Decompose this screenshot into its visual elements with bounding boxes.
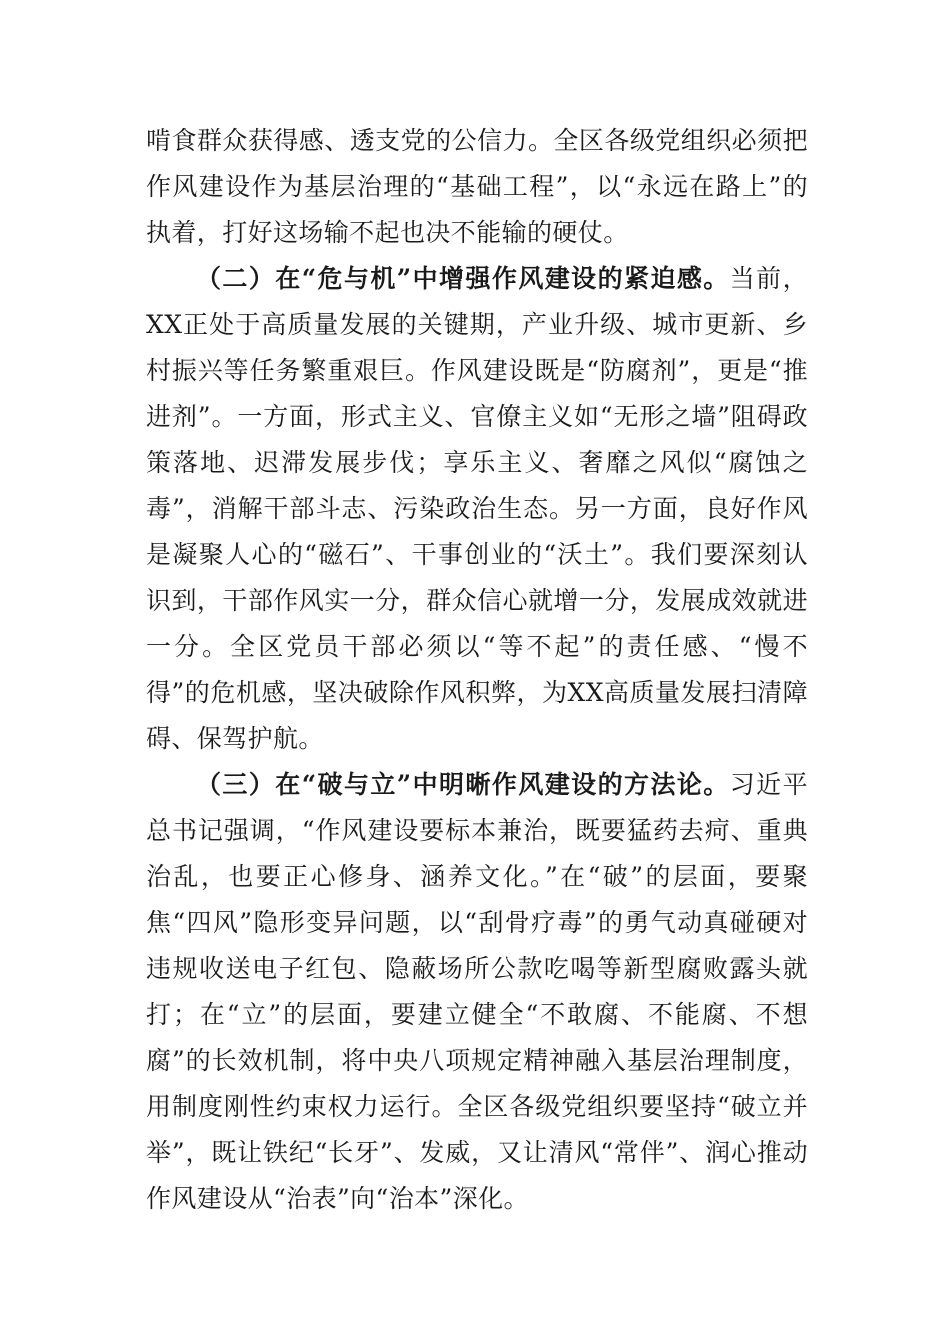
paragraph-body: 习近平总书记强调，“作风建设要标本兼治，既要猛药去疴、重典治乱，也要正心修身、涵养文化。”在“破”的层面，要聚焦“四风”隐形变异问题，以“刮骨疗毒”的勇气动真碰硬对违规收送电子红包、隐蔽场所公款吃喝等新型腐败露头就打；在“立”的层面，要建立健全“不敢腐、不能腐、不想腐”的长效机制，将中央八项规定精神融入基层治理制度，用制度刚性约束权力运行。全区各级党组织要坚持“破立并举”，既让铁纪“长牙”、发威，又让清风“常伴”、润心推动作风建设从“治表”向“治本”深化。 — [146, 770, 808, 1213]
paragraph-body: 啃食群众获得感、透支党的公信力。全区各级党组织必须把作风建设作为基层治理的“基础工程”，以“永远在路上”的执着，打好这场输不起也决不能输的硬仗。 — [146, 126, 808, 247]
paragraph-section-2 — [146, 256, 808, 762]
section-heading: （三）在“破与立”中明晰作风建设的方法论。 — [196, 770, 730, 799]
paragraph-body: 当前，XX正处于高质量发展的关键期，产业升级、城市更新、乡村振兴等任务繁重艰巨。作风建设既是“防腐剂”，更是“推进剂”。一方面，形式主义、官僚主义如“无形之墙”阻碍政策落地、迟滞发展步伐；享乐主义、奢靡之风似“腐蚀之毒”，消解干部斗志、污染政治生态。另一方面，良好作风是凝聚人心的“磁石”、干事创业的“沃土”。我们要深刻认识到，干部作风实一分，群众信心就增一分，发展成效就进一分。全区党员干部必须以“等不起”的责任感、“慢不得”的危机感，坚决破除作风积弊，为XX高质量发展扫清障碍、保驾护航。 — [146, 264, 808, 753]
document-body — [146, 118, 808, 1222]
paragraph-continuation — [146, 118, 808, 256]
section-heading: （二）在“危与机”中增强作风建设的紧迫感。 — [196, 264, 730, 293]
paragraph-section-3 — [146, 762, 808, 1222]
